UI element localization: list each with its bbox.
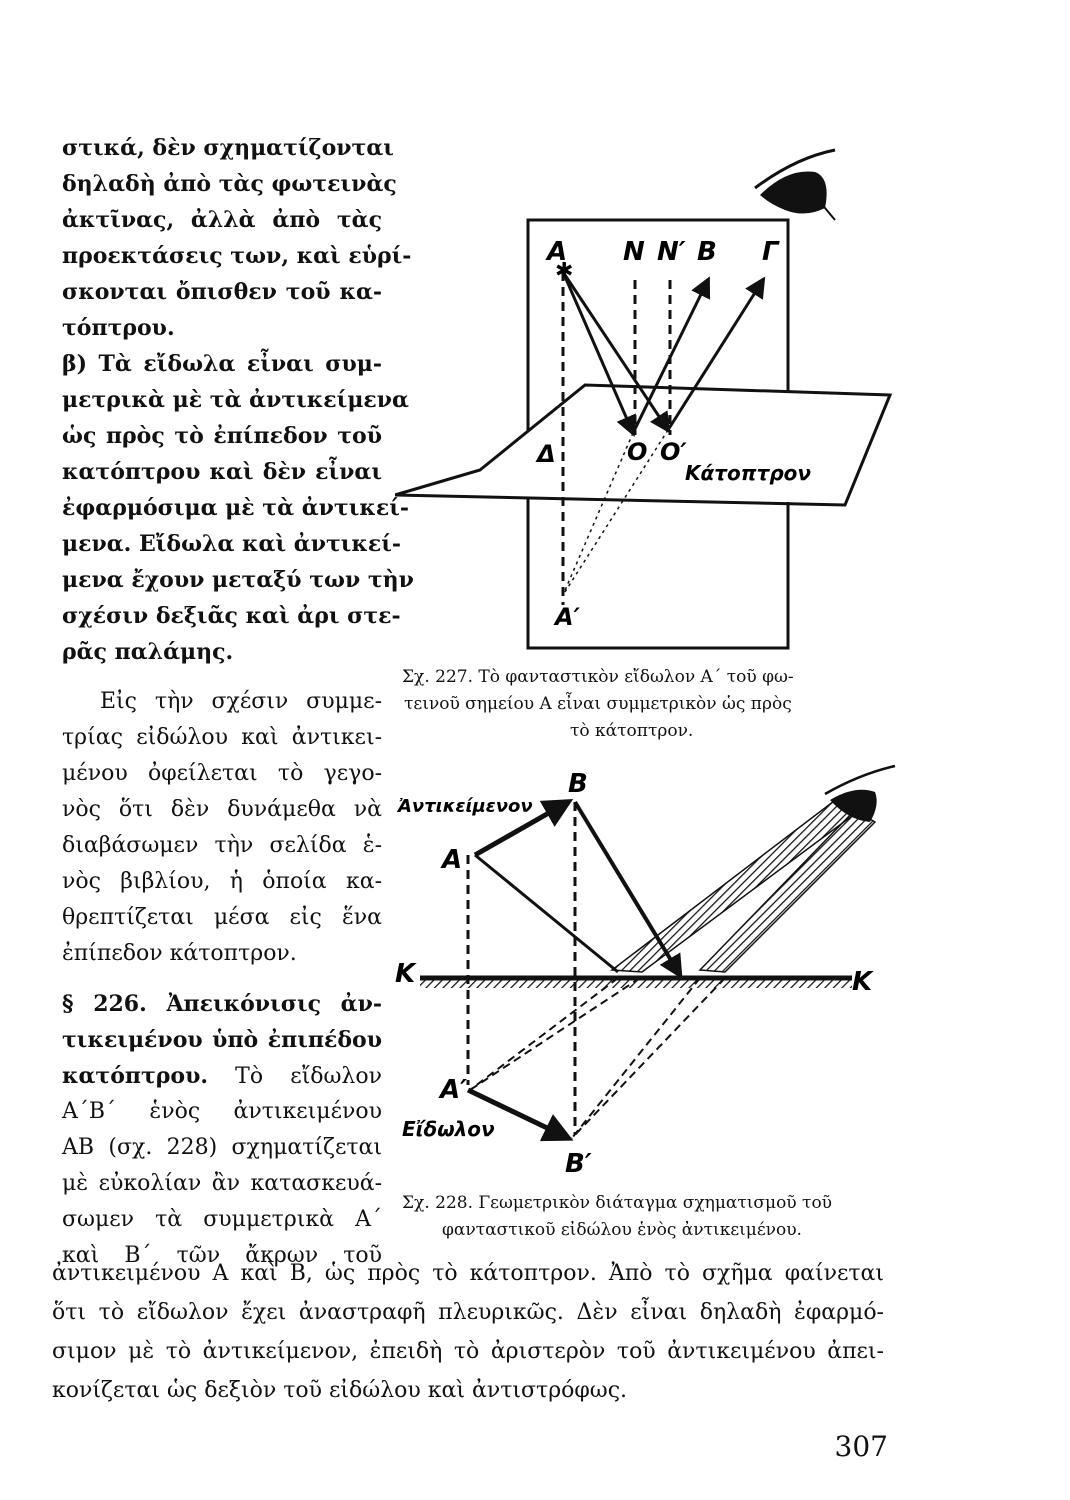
label-N-prime: N′ — [657, 237, 686, 267]
label-O: O — [627, 438, 648, 466]
ray-extension — [470, 978, 618, 1090]
text-line: Εἰς τὴν σχέσιν συμμε- — [100, 689, 382, 714]
caption-line: τεινοῦ σημείου Α εἶναι συμμετρικὸν ὡς πρὸς — [404, 694, 792, 714]
text-line: τόπτρου. — [62, 315, 175, 341]
label-B: B — [568, 769, 588, 799]
text-line — [62, 1058, 382, 1094]
figure-227 — [395, 130, 905, 670]
ray-extension — [572, 978, 700, 1138]
text-line: ἀκτῖνας, ἀλλὰ ἀπὸ τὰς — [62, 207, 382, 233]
label-K-right: K — [852, 967, 873, 997]
text-line: στικά, δὲν σχηματίζονται — [62, 135, 394, 161]
section-heading-end: κατόπτρου. — [62, 1063, 209, 1089]
text-line: θρεπτίζεται μέσα εἰς ἕνα — [62, 905, 382, 930]
label-A-prime: A′ — [440, 1075, 467, 1105]
text-line: νὸς ὅτι δὲν δυνάμεθα νὰ — [62, 797, 382, 822]
text-line: καὶ Β΄ τῶν ἄκρων τοῦ — [62, 1243, 382, 1268]
page-number: 307 — [834, 1430, 888, 1463]
text-line: διαβάσωμεν τὴν σελίδα ἑ- — [62, 833, 382, 858]
caption-line: φανταστικοῦ εἰδώλου ἑνὸς ἀντικειμένου. — [442, 1220, 802, 1240]
label-N: N — [623, 237, 645, 267]
label-B-prime: B′ — [565, 1149, 592, 1179]
text-line: κονίζεται ὡς δεξιὸν τοῦ εἰδώλου καὶ ἀντιστρόφως. — [52, 1378, 628, 1403]
light-ray — [475, 855, 618, 972]
text-line: δηλαδὴ ἀπὸ τὰς φωτεινὰς — [62, 171, 397, 197]
text-line: β) Τὰ εἴδωλα εἶναι συμ- — [62, 351, 382, 377]
text-line: σκονται ὄπισθεν τοῦ κα- — [62, 279, 382, 305]
figure-227-caption — [402, 664, 794, 745]
label-A-prime: A′ — [555, 603, 580, 631]
text-line: κατόπτρου καὶ δὲν εἶναι — [62, 459, 382, 485]
figure-228-caption — [402, 1190, 832, 1244]
label-Gamma: Γ — [762, 237, 779, 267]
text-line: ἀντικειμένου Α καὶ Β, ὡς πρὸς τὸ κάτοπτρον. Ἀπὸ τὸ σχῆμα φαίνεται — [52, 1261, 884, 1286]
text-line: σιμον μὲ τὸ ἀντικείμενον, ἐπειδὴ τὸ ἀριστερὸν τοῦ ἀντικειμένου ἀπει- — [52, 1339, 884, 1364]
text-run: Τὸ εἴδωλον — [208, 1064, 382, 1089]
text-line: ΑΒ (σχ. 228) σχηματίζεται — [62, 1135, 382, 1160]
label-A: A — [547, 237, 568, 267]
text-line: μὲ εὐκολίαν ἂν κατασκευά- — [62, 1171, 382, 1196]
label-K-left: K — [395, 959, 416, 989]
source-star: ✱ — [555, 259, 574, 284]
caption-line: Σχ. 228. Γεωμετρικὸν διάταγμα σχηματισμοῦ τοῦ — [402, 1193, 833, 1213]
text-line: Α΄Β΄ ἑνὸς ἀντικειμένου — [62, 1099, 382, 1124]
text-line: νὸς βιβλίου, ἡ ὁποία κα- — [62, 869, 382, 894]
label-A: A — [442, 845, 463, 875]
text-line: ἐφαρμόσιμα μὲ τὰ ἀντικεί- — [62, 495, 409, 521]
section-heading: § 226. Ἀπεικόνισις ἀν- — [62, 991, 382, 1017]
text-line: μενα. Εἴδωλα καὶ ἀντικεί- — [62, 531, 402, 557]
text-line: ρᾶς παλάμης. — [62, 639, 234, 665]
text-line: ὡς πρὸς τὸ ἐπίπεδον τοῦ — [62, 423, 382, 449]
section-heading: τικειμένου ὑπὸ ἐπιπέδου — [62, 1027, 382, 1053]
text-line: προεκτάσεις των, καὶ εὑρί- — [62, 243, 412, 269]
eye-icon — [755, 150, 835, 220]
label-B: B — [697, 237, 717, 267]
label-Delta: Δ — [537, 440, 556, 468]
text-line: ὅτι τὸ εἴδωλον ἔχει ἀναστραφῆ πλευρικῶς. Δὲν εἶναι δηλαδὴ ἐφαρμό- — [52, 1300, 884, 1325]
text-line: μετρικὰ μὲ τὰ ἀντικείμενα — [62, 387, 409, 413]
ray-extension — [572, 978, 725, 1138]
text-line: σωμεν τὰ συμμετρικὰ Α΄ — [62, 1207, 382, 1232]
caption-line: τὸ κάτοπτρον. — [570, 721, 694, 741]
text-line: μένου ὀφείλεται τὸ γεγο- — [62, 761, 382, 786]
label-image: Εἴδωλον — [402, 1117, 495, 1141]
ray-extension — [470, 978, 640, 1090]
text-line: ἐπίπεδον κάτοπτρον. — [62, 941, 297, 966]
label-mirror: Κάτοπτρον — [685, 461, 812, 485]
caption-line: Σχ. 227. Τὸ φανταστικὸν εἴδωλον Α΄ τοῦ φω- — [402, 667, 794, 687]
text-line: μενα ἔχουν μεταξύ των τὴν — [62, 567, 414, 593]
label-object: Ἀντικείμενον — [398, 796, 533, 817]
figure-228 — [390, 760, 910, 1180]
text-line: σχέσιν δεξιᾶς καὶ ἀρι στε- — [62, 603, 401, 629]
label-O-prime: O′ — [660, 438, 687, 466]
text-line: τρίας εἰδώλου καὶ ἀντικει- — [62, 725, 382, 750]
